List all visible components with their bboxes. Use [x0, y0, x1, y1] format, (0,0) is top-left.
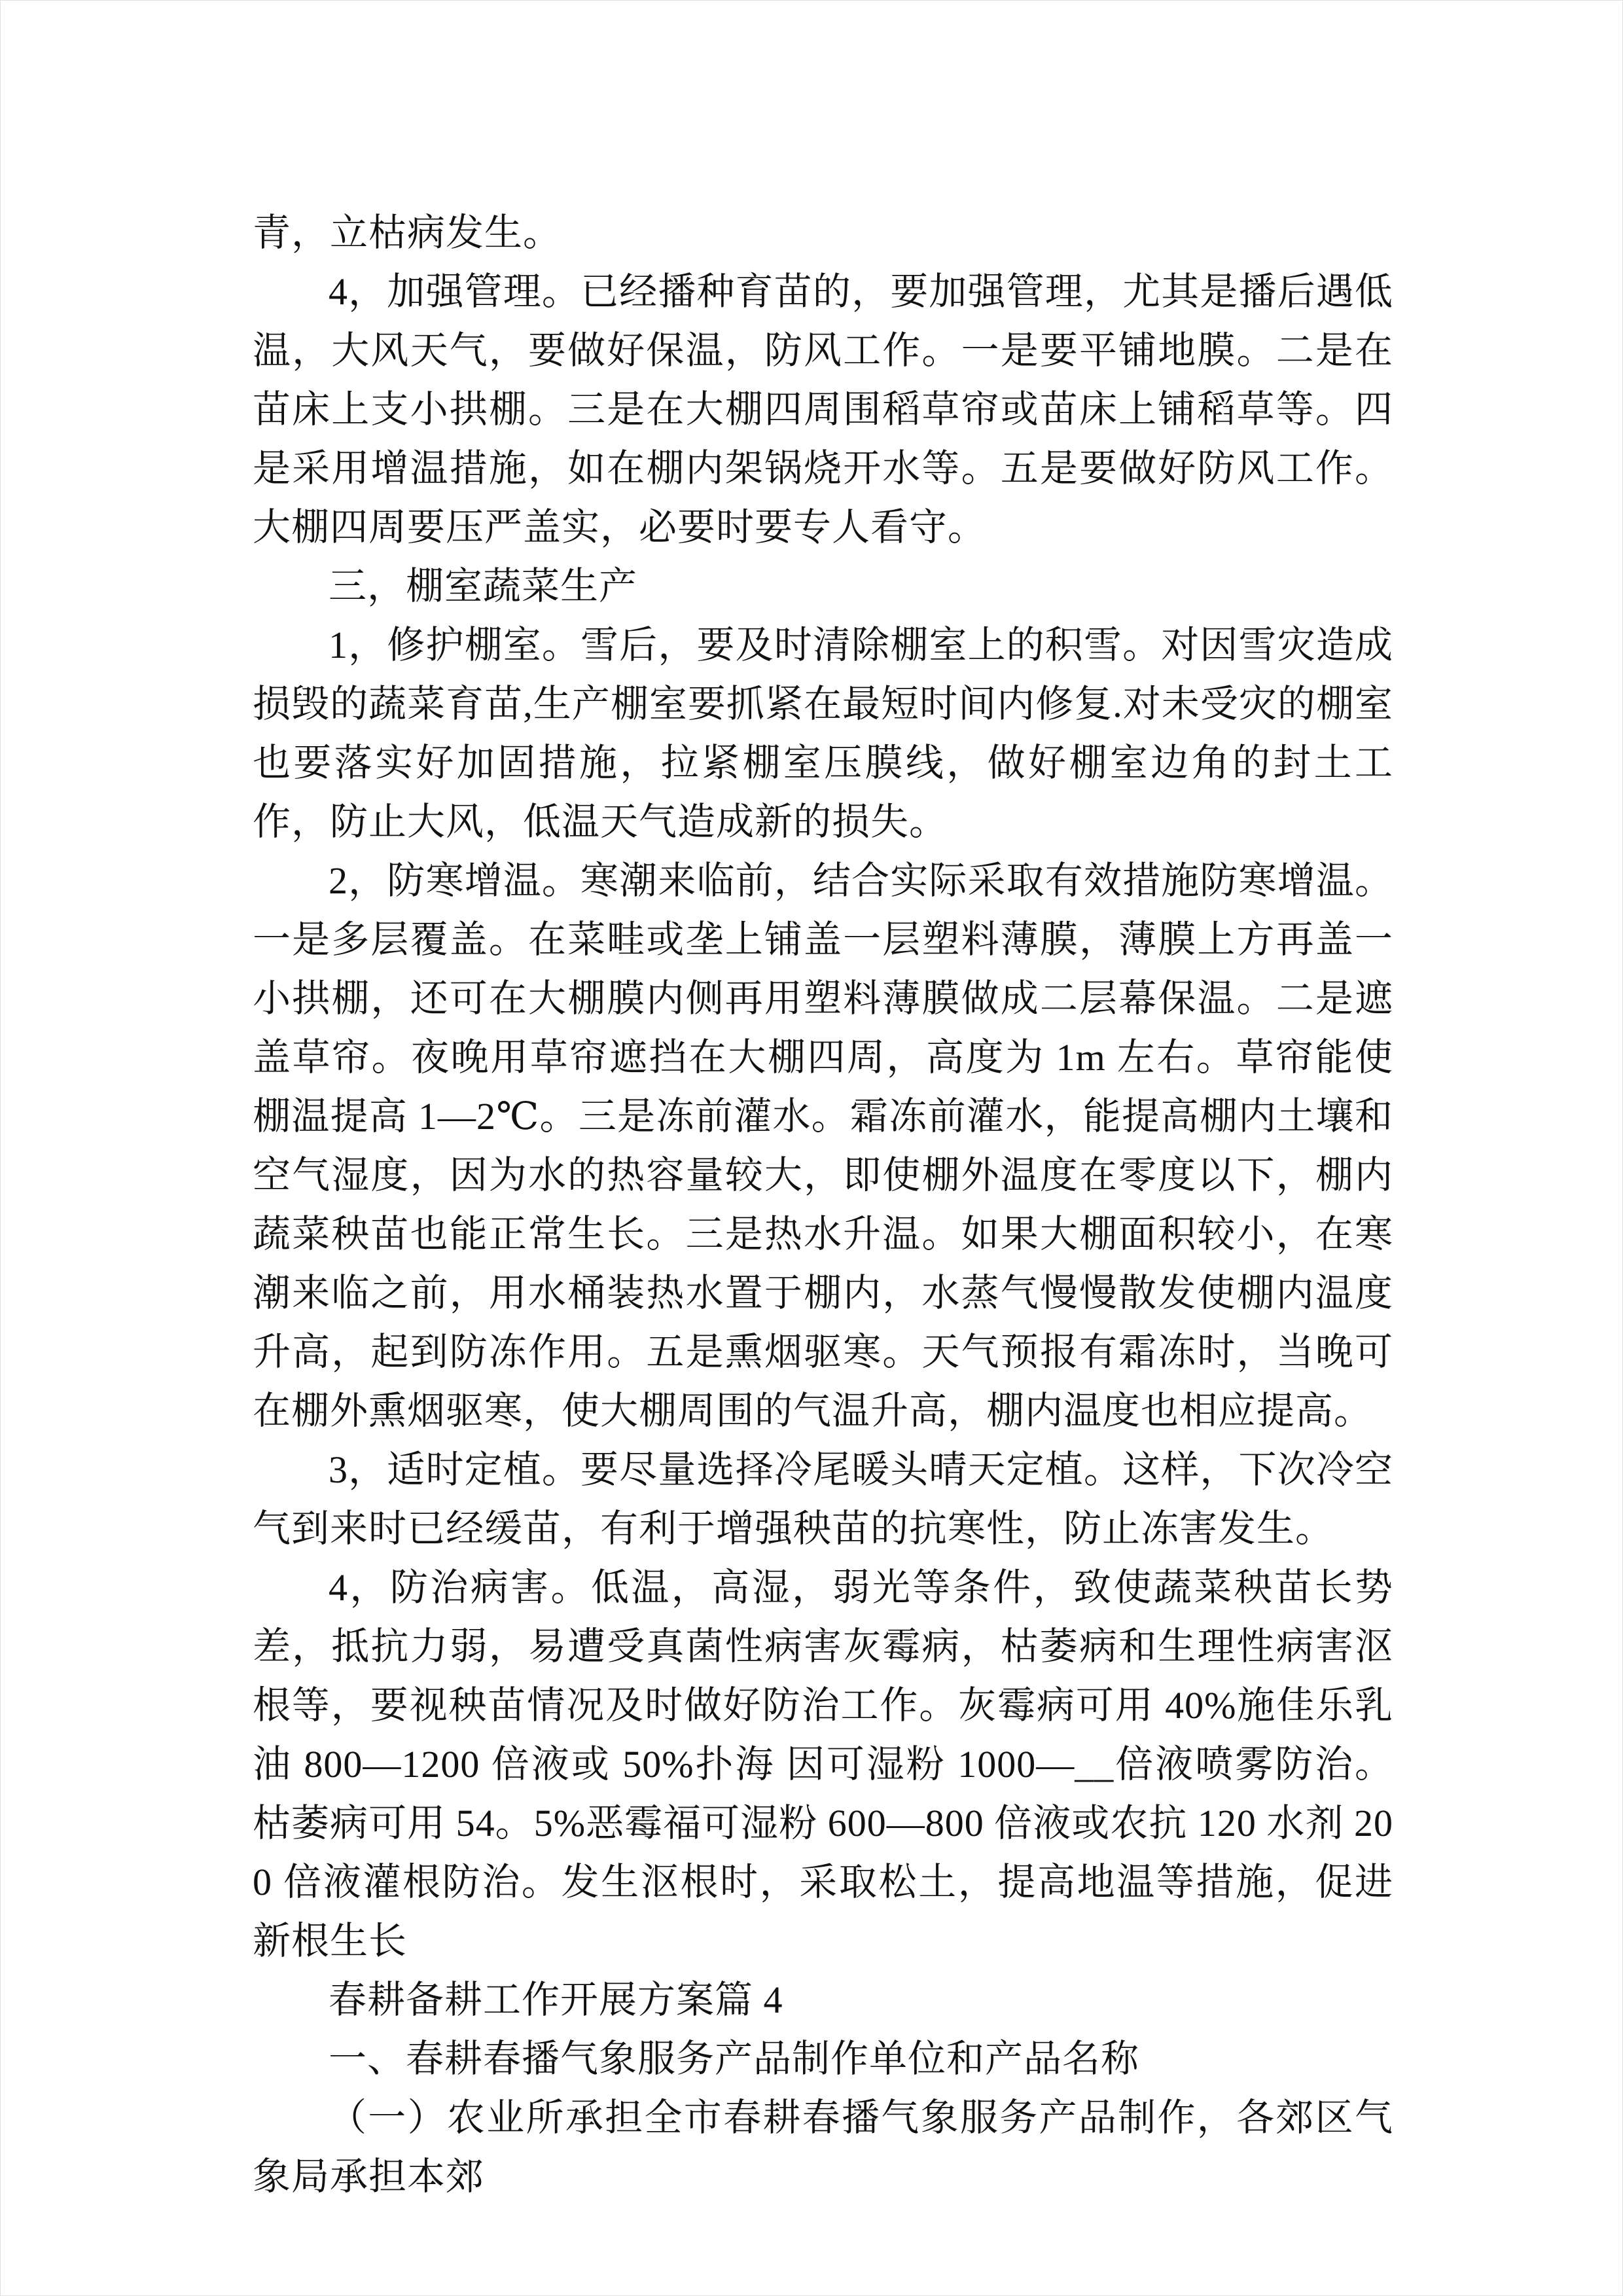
paragraph: （一）农业所承担全市春耕春播气象服务产品制作，各郊区气象局承担本郊 [253, 2096, 1393, 2198]
paragraph: 2，防寒增温。寒潮来临前，结合实际采取有效措施防寒增温。一是多层覆盖。在菜畦或垄上铺盖一层塑料薄膜，薄膜上方再盖一小拱棚，还可在大棚膜内侧再用塑料薄膜做成二层幕保温。二是遮盖草帘。夜晚用草帘遮挡在大棚四周，高度为 1m 左右。草帘能使棚温提高 1—2℃。三是冻前灌水。霜冻前灌水，能提高棚内土壤和空气湿度，因为水的热容量较大，即使棚外温度在零度以下，棚内蔬菜秧苗也能正常生长。三是热水升温。如果大棚面积较小，在寒潮来临之前，用水桶装热水置于棚内，水蒸气慢慢散发使棚内温度升高，起到防冻作用。五是熏烟驱寒。天气预报有霜冻时，当晚可在棚外熏烟驱寒，使大棚周围的气温升高，棚内温度也相应提高。 [253, 859, 1393, 1432]
document-page [1, 1, 1622, 2295]
paragraph: 三，棚室蔬菜生产 [329, 565, 638, 607]
paragraph: 1，修护棚室。雪后，要及时清除棚室上的积雪。对因雪灾造成损毁的蔬菜育苗,生产棚室要抓紧在最短时间内修复.对未受灾的棚室也要落实好加固措施，拉紧棚室压膜线，做好棚室边角的封土工作，防止大风，低温天气造成新的损失。 [253, 624, 1393, 843]
paragraph: 4，加强管理。已经播种育苗的，要加强管理，尤其是播后遇低温，大风天气，要做好保温，防风工作。一是要平铺地膜。二是在苗床上支小拱棚。三是在大棚四周围稻草帘或苗床上铺稻草等。四是采用增温措施，如在棚内架锅烧开水等。五是要做好防风工作。大棚四周要压严盖实，必要时要专人看守。 [253, 270, 1393, 548]
paragraph: 青，立枯病发生。 [253, 211, 562, 254]
paragraph: 春耕备耕工作开展方案篇 4 [329, 1979, 783, 2021]
paragraph: 一、春耕春播气象服务产品制作单位和产品名称 [329, 2037, 1140, 2080]
paragraph: 3，适时定植。要尽量选择冷尾暖头晴天定植。这样，下次冷空气到来时已经缓苗，有利于增强秧苗的抗寒性，防止冻害发生。 [253, 1448, 1393, 1550]
paragraph: 4，防治病害。低温，高湿，弱光等条件，致使蔬菜秧苗长势差，抵抗力弱，易遭受真菌性病害灰霉病，枯萎病和生理性病害沤根等，要视秧苗情况及时做好防治工作。灰霉病可用 40%施佳乐乳油 800—1200 倍液或 50%扑海 因可湿粉 1000—__倍液喷雾防治。枯萎病可用 54。5%恶霉福可湿粉 600—800 倍液或农抗 120 水剂 200 倍液灌根防治。发生沤根时，采取松土，提高地温等措施，促进新根生长 [253, 1566, 1393, 1962]
document-content [253, 204, 1393, 2206]
